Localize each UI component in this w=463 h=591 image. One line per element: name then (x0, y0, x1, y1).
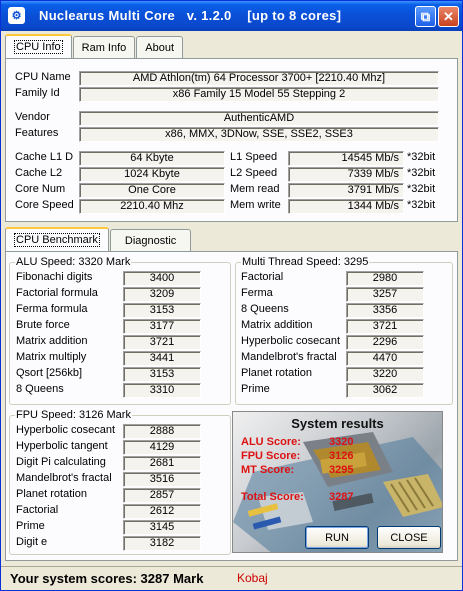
alu-score-value: 3320 (329, 436, 354, 448)
tab-about[interactable] (136, 36, 183, 58)
tab-label: Diagnostic (124, 234, 177, 247)
fpu-row-label: Digit Pi calculating (16, 456, 106, 468)
restore-button[interactable]: ⧉ (415, 6, 436, 27)
run-button[interactable]: RUN (305, 526, 369, 549)
fpu-row-value: 3145 (123, 520, 201, 535)
tab-cpu-benchmark[interactable] (5, 227, 109, 251)
alu-row-label: Qsort [256kb] (16, 367, 83, 379)
mt-row-value: 3062 (346, 383, 424, 398)
fpu-row-label: Prime (16, 520, 45, 532)
app-icon: ⚙ (8, 7, 25, 24)
close-window-button[interactable]: ✕ (438, 6, 459, 27)
mt-row-value: 3356 (346, 303, 424, 318)
core-num-field: One Core (79, 183, 225, 198)
alu-row-label: Matrix addition (16, 335, 88, 347)
l2-bit-label: *32bit (407, 167, 436, 179)
fpu-row-value: 2612 (123, 504, 201, 519)
alu-row-label: Brute force (16, 319, 70, 331)
vendor-field: AuthenticAMD (79, 111, 439, 126)
mt-row-label: 8 Queens (241, 303, 289, 315)
cache-l2-label: Cache L2 (15, 167, 63, 179)
fpu-row-label: Hyperbolic cosecant (16, 424, 116, 436)
cpu-name-field: AMD Athlon(tm) 64 Processor 3700+ [2210.40 Mhz] (79, 71, 439, 86)
fpu-row-value: 3516 (123, 472, 201, 487)
mt-row-value: 3257 (346, 287, 424, 302)
mem-read-label: Mem read (230, 183, 280, 195)
tab-label: CPU Info (16, 41, 61, 53)
alu-row-label: Matrix multiply (16, 351, 87, 363)
alu-row-value: 3721 (123, 335, 201, 350)
l1-bit-label: *32bit (407, 151, 436, 163)
alu-row-label: Factorial formula (16, 287, 98, 299)
mt-score-label: MT Score: (241, 464, 295, 476)
fpu-row-value: 2857 (123, 488, 201, 503)
mt-row-label: Matrix addition (241, 319, 313, 331)
cache-l2-field: 1024 Kbyte (79, 167, 225, 182)
fpu-row-label: Mandelbrot's fractal (16, 472, 112, 484)
mt-row-label: Factorial (241, 271, 284, 283)
core-num-label: Core Num (15, 183, 66, 195)
close-button[interactable]: CLOSE (377, 526, 441, 549)
l1-speed-field: 14545 Mb/s (288, 151, 404, 166)
tab-label: Ram Info (81, 41, 127, 54)
alu-row-label: Fibonachi digits (16, 271, 93, 283)
mt-row-value: 2296 (346, 335, 424, 350)
fpu-row-value: 2681 (123, 456, 201, 471)
system-results-panel (232, 411, 443, 553)
fpu-row-label: Planet rotation (16, 488, 87, 500)
alu-row-value: 3400 (123, 271, 201, 286)
features-field: x86, MMX, 3DNow, SSE, SSE2, SSE3 (79, 127, 439, 142)
alu-row-value: 3310 (123, 383, 201, 398)
alu-row-value: 3209 (123, 287, 201, 302)
mt-group (235, 256, 453, 405)
core-speed-field: 2210.40 Mhz (79, 199, 225, 214)
l1-speed-label: L1 Speed (230, 151, 278, 163)
total-score-value: 3287 (329, 491, 354, 503)
mt-row-value: 4470 (346, 351, 424, 366)
tab-diagnostic[interactable] (110, 229, 191, 251)
mt-row-label: Planet rotation (241, 367, 312, 379)
mt-row-label: Hyperbolic cosecant (241, 335, 341, 347)
alu-row-label: 8 Queens (16, 383, 64, 395)
mem-write-bit-label: *32bit (407, 199, 436, 211)
alu-row-label: Ferma formula (16, 303, 88, 315)
cpu-info-panel (5, 58, 458, 222)
main-tab-strip (5, 36, 184, 59)
mem-read-bit-label: *32bit (407, 183, 436, 195)
l2-speed-label: L2 Speed (230, 167, 278, 179)
mem-write-label: Mem write (230, 199, 281, 211)
author-label: Kobaj (237, 571, 268, 585)
mt-row-value: 2980 (346, 271, 424, 286)
mt-row-label: Prime (241, 383, 270, 395)
fpu-score-value: 3126 (329, 450, 354, 462)
status-bar (1, 566, 462, 590)
cache-l1d-label: Cache L1 D (15, 151, 74, 163)
mem-read-field: 3791 Mb/s (288, 183, 404, 198)
mt-title: Multi Thread Speed: 3295 (242, 256, 369, 268)
family-field: x86 Family 15 Model 55 Stepping 2 (79, 87, 439, 102)
tab-label: CPU Benchmark (16, 234, 98, 246)
alu-row-value: 3153 (123, 367, 201, 382)
cpu-name-label: CPU Name (15, 71, 71, 83)
window-title: Nuclearus Multi Core v. 1.2.0 [up to 8 cores] (39, 8, 342, 23)
fpu-row-value: 3182 (123, 536, 201, 551)
mt-row-label: Mandelbrot's fractal (241, 351, 337, 363)
fpu-row-value: 2888 (123, 424, 201, 439)
bench-tab-strip (5, 229, 192, 252)
core-speed-label: Core Speed (15, 199, 74, 211)
fpu-score-label: FPU Score: (241, 450, 301, 462)
title-bar[interactable] (1, 1, 462, 31)
mt-row-value: 3721 (346, 319, 424, 334)
alu-title: ALU Speed: 3320 Mark (16, 256, 131, 268)
fpu-title: FPU Speed: 3126 Mark (16, 409, 131, 421)
cache-l1d-field: 64 Kbyte (79, 151, 225, 166)
fpu-row-value: 4129 (123, 440, 201, 455)
fpu-row-label: Factorial (16, 504, 59, 516)
tab-cpu-info[interactable] (5, 34, 72, 58)
alu-score-label: ALU Score: (241, 436, 301, 448)
fpu-group (9, 409, 231, 555)
status-score-text: Your system scores: 3287 Mark (10, 571, 204, 586)
alu-row-value: 3153 (123, 303, 201, 318)
mt-score-value: 3295 (329, 464, 354, 476)
total-score-label: Total Score: (241, 491, 304, 503)
alu-row-value: 3177 (123, 319, 201, 334)
fpu-row-label: Digit e (16, 536, 48, 548)
mt-row-value: 3220 (346, 367, 424, 382)
alu-group (9, 256, 231, 405)
features-label: Features (15, 127, 59, 139)
tab-label: About (145, 41, 175, 54)
results-title: System results (291, 416, 384, 431)
family-label: Family Id (15, 87, 60, 99)
vendor-label: Vendor (15, 111, 50, 123)
tab-ram-info[interactable] (73, 36, 136, 58)
alu-row-value: 3441 (123, 351, 201, 366)
mem-write-field: 1344 Mb/s (288, 199, 404, 214)
l2-speed-field: 7339 Mb/s (288, 167, 404, 182)
mt-row-label: Ferma (241, 287, 273, 299)
fpu-row-label: Hyperbolic tangent (16, 440, 108, 452)
